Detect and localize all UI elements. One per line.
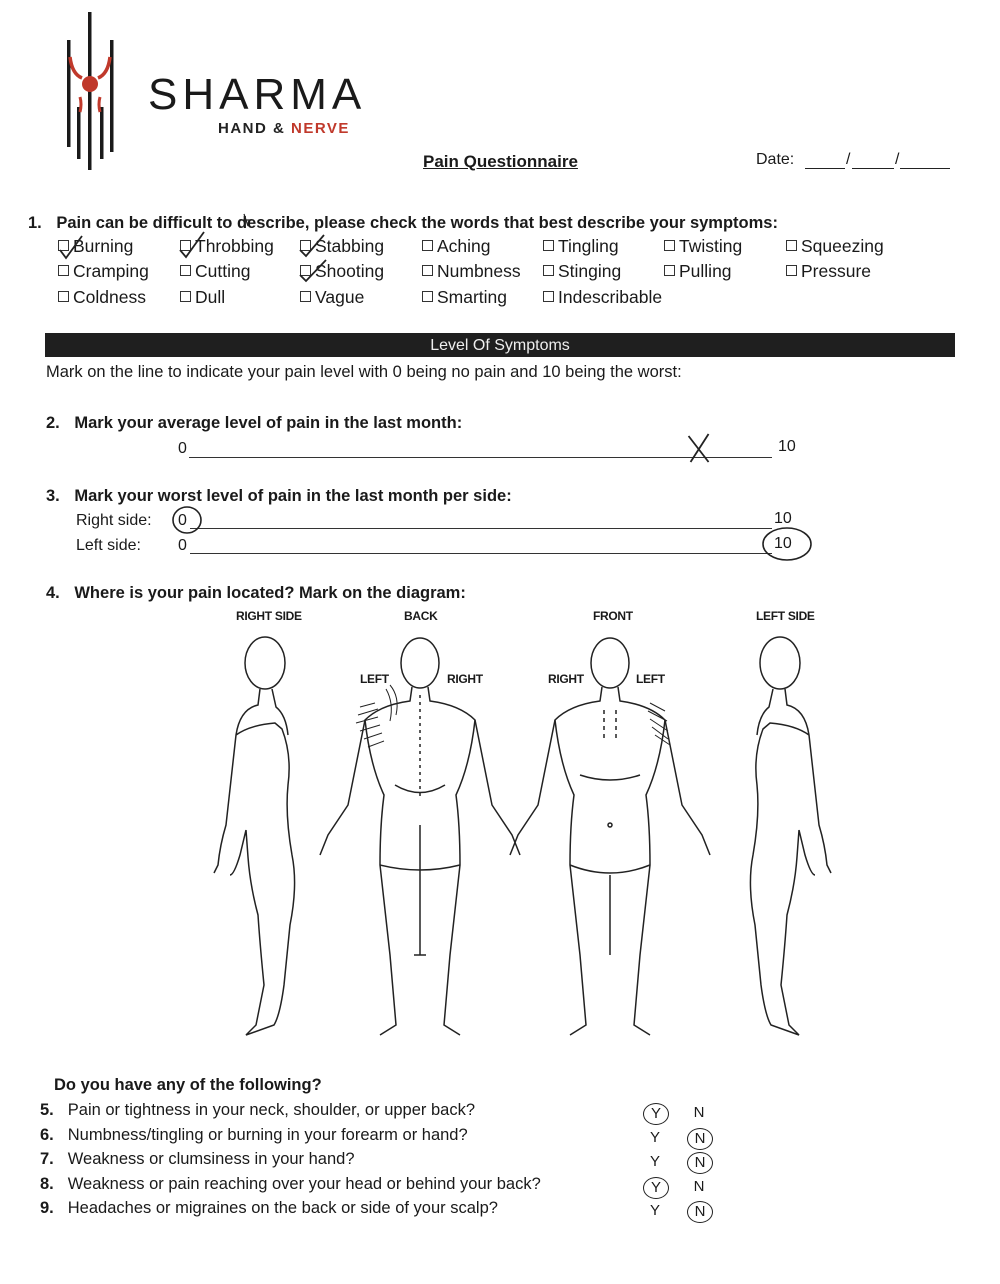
option-label: Stinging bbox=[558, 261, 622, 281]
option-label: Burning bbox=[73, 236, 134, 256]
option-label: Cramping bbox=[73, 261, 149, 281]
answer-yes[interactable]: Y bbox=[649, 1128, 660, 1146]
question-number: 6. bbox=[40, 1125, 54, 1144]
body-right-side-figure bbox=[214, 637, 295, 1035]
followup-question-8 bbox=[40, 1175, 541, 1194]
right-max: 10 bbox=[774, 510, 792, 527]
option-label: Stabbing bbox=[315, 236, 385, 256]
answer-no[interactable]: N bbox=[687, 1152, 713, 1174]
q3-circle-marks bbox=[0, 500, 1000, 570]
date-field[interactable]: Date: / / bbox=[756, 151, 794, 169]
q2-max: 10 bbox=[778, 438, 796, 455]
front-left-label: LEFT bbox=[636, 672, 665, 686]
answer-yes[interactable]: Y bbox=[643, 1103, 669, 1125]
question-text: Numbness/tingling or burning in your forearm or hand? bbox=[67, 1125, 468, 1144]
followup-heading: Do you have any of the following? bbox=[54, 1076, 322, 1094]
body-left-side-figure bbox=[750, 637, 831, 1035]
followup-question-5 bbox=[40, 1101, 475, 1120]
left-side-label: Left side: bbox=[76, 537, 141, 554]
q2-x-mark bbox=[0, 428, 1000, 468]
check-marks bbox=[0, 0, 1000, 320]
answer-yes[interactable]: Y bbox=[649, 1202, 660, 1219]
question-number: 7. bbox=[40, 1150, 54, 1168]
back-left-label: LEFT bbox=[360, 672, 389, 686]
body-back-figure bbox=[320, 638, 520, 1035]
view-left-side: LEFT SIDE bbox=[756, 609, 815, 623]
option-label: Throbbing bbox=[195, 236, 274, 256]
followup-question-7 bbox=[40, 1150, 355, 1169]
question-text: Weakness or pain reaching over your head or behind your back? bbox=[67, 1174, 541, 1193]
question-2: 2. Mark your average level of pain in the last month: bbox=[46, 414, 463, 432]
option-label: Tingling bbox=[558, 236, 619, 256]
option-label: Smarting bbox=[437, 287, 508, 307]
question-1: 1. Pain can be difficult to describe, please check the words that best describe your symptoms: bbox=[28, 214, 778, 232]
body-front-figure bbox=[510, 638, 710, 1035]
option-label: Squeezing bbox=[801, 236, 884, 256]
question-number: 9. bbox=[40, 1199, 54, 1217]
option-label: Twisting bbox=[679, 236, 743, 256]
back-right-label: RIGHT bbox=[447, 672, 483, 686]
left-max: 10 bbox=[774, 535, 792, 552]
option-label: Aching bbox=[437, 236, 491, 256]
logo-name: SHARMA bbox=[148, 70, 367, 119]
view-front: FRONT bbox=[593, 609, 633, 623]
followup-question-9 bbox=[40, 1199, 498, 1218]
option-label: Indescribable bbox=[558, 287, 663, 307]
answer-yes[interactable]: Y bbox=[643, 1177, 669, 1199]
form-title: Pain Questionnaire bbox=[423, 152, 578, 171]
question-number: 5. bbox=[40, 1101, 54, 1119]
followup-question-6 bbox=[40, 1126, 468, 1145]
right-side-label: Right side: bbox=[76, 512, 152, 529]
section-header: Level Of Symptoms bbox=[45, 333, 955, 357]
front-right-label: RIGHT bbox=[548, 672, 584, 686]
view-back: BACK bbox=[404, 609, 438, 623]
answer-no[interactable]: N bbox=[687, 1128, 713, 1150]
answer-no[interactable]: N bbox=[693, 1104, 705, 1121]
question-text: Pain or tightness in your neck, shoulder, or upper back? bbox=[67, 1101, 476, 1119]
question-number: 8. bbox=[40, 1174, 54, 1193]
option-label: Pulling bbox=[679, 261, 732, 281]
option-label: Vague bbox=[315, 287, 365, 307]
question-3: 3. Mark your worst level of pain in the last month per side: bbox=[46, 487, 512, 505]
view-right-side: RIGHT SIDE bbox=[236, 609, 302, 623]
q2-min: 0 bbox=[178, 440, 187, 457]
question-text: Weakness or clumsiness in your hand? bbox=[67, 1150, 355, 1168]
option-label: Shooting bbox=[315, 261, 385, 281]
option-label: Dull bbox=[195, 287, 226, 307]
question-4: 4. Where is your pain located? Mark on the diagram: bbox=[46, 584, 466, 602]
left-min: 0 bbox=[178, 537, 187, 554]
question-text: Headaches or migraines on the back or side of your scalp? bbox=[67, 1199, 498, 1217]
answer-no[interactable]: N bbox=[693, 1177, 705, 1195]
option-label: Coldness bbox=[73, 287, 146, 307]
answer-yes[interactable]: Y bbox=[649, 1153, 660, 1170]
right-min: 0 bbox=[178, 512, 187, 529]
body-diagram[interactable] bbox=[200, 625, 850, 1050]
answer-no[interactable]: N bbox=[687, 1201, 713, 1223]
option-label: Cutting bbox=[195, 261, 251, 281]
logo-subtitle: HAND & NERVE bbox=[218, 120, 350, 137]
option-label: Numbness bbox=[437, 261, 521, 281]
option-label: Pressure bbox=[801, 261, 872, 281]
instructions: Mark on the line to indicate your pain level with 0 being no pain and 10 being the worst: bbox=[46, 363, 682, 381]
